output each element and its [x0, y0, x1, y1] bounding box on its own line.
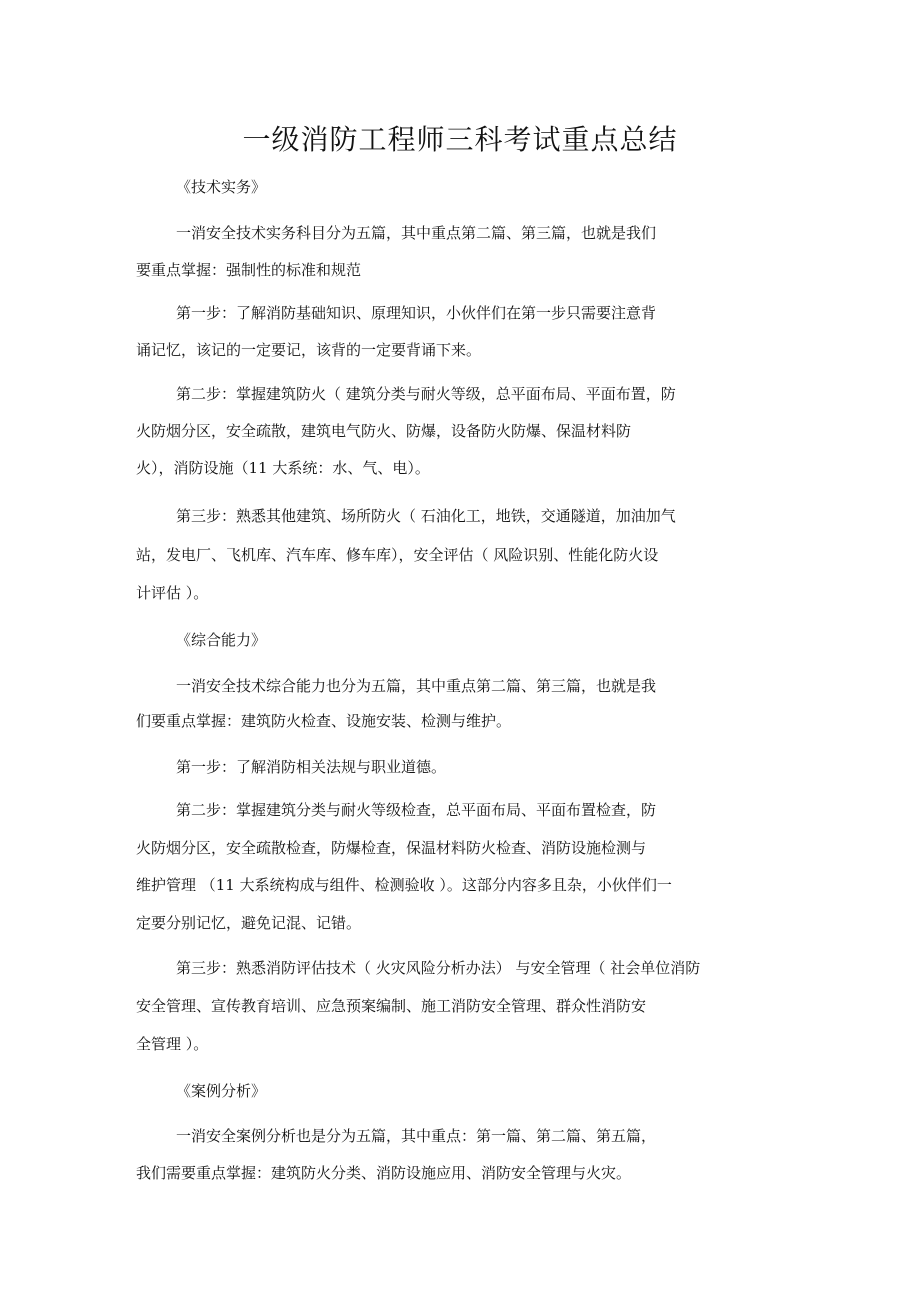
paragraph-line: 定要分别记忆，避免记混、记错。 [136, 914, 362, 932]
paragraph-line: 一消安全技术综合能力也分为五篇，其中重点第二篇、第三篇，也就是我 [176, 677, 657, 695]
paragraph-line: 火防烟分区，安全疏散检查，防爆检查，保温材料防火检查、消防设施检测与 [136, 839, 647, 857]
paragraph-line: 第一步：了解消防相关法规与职业道德。 [176, 758, 447, 776]
paragraph-line: 一消安全案例分析也是分为五篇，其中重点：第一篇、第二篇、第五篇， [176, 1127, 657, 1145]
section-heading-technical: 《技术实务》 [176, 178, 267, 196]
paragraph-line: 第三步：熟悉其他建筑、场所防火（ 石油化工，地铁，交通隧道，加油加气 [176, 507, 676, 525]
paragraph-line: 第一步：了解消防基础知识、原理知识，小伙伴们在第一步只需要注意背 [176, 304, 657, 322]
paragraph-line: 第二步：掌握建筑分类与耐火等级检查，总平面布局、平面布置检查，防 [176, 801, 657, 819]
paragraph-line: 们要重点掌握：建筑防火检查、设施安装、检测与维护。 [136, 712, 512, 730]
paragraph-line: 我们需要重点掌握：建筑防火分类、消防设施应用、消防安全管理与火灾。 [136, 1164, 632, 1182]
paragraph-line: 第二步：掌握建筑防火（ 建筑分类与耐火等级，总平面布局、平面布置，防 [176, 385, 676, 403]
paragraph-line: 诵记忆，该记的一定要记，该背的一定要背诵下来。 [136, 341, 482, 359]
document-title: 一级消防工程师三科考试重点总结 [242, 123, 678, 156]
section-heading-comprehensive: 《综合能力》 [176, 631, 267, 649]
paragraph-line: 计评估 ）。 [136, 584, 209, 602]
paragraph-line: 第三步：熟悉消防评估技术（ 火灾风险分析办法） 与安全管理（ 社会单位消防 [176, 959, 701, 977]
paragraph-line: 一消安全技术实务科目分为五篇，其中重点第二篇、第三篇，也就是我们 [176, 224, 657, 242]
paragraph-line: 站，发电厂、飞机库、汽车库、修车库），安全评估（ 风险识别、性能化防火设 [136, 546, 659, 564]
section-heading-case-analysis: 《案例分析》 [176, 1082, 267, 1100]
paragraph-line: 火防烟分区，安全疏散，建筑电气防火、防爆，设备防火防爆、保温材料防 [136, 422, 632, 440]
paragraph-line: 要重点掌握：强制性的标准和规范 [136, 261, 362, 279]
paragraph-line: 维护管理 （11 大系统构成与组件、检测验收 ）。这部分内容多且杂，小伙伴们一 [136, 876, 672, 894]
paragraph-line: 全管理 ）。 [136, 1035, 209, 1053]
paragraph-line: 火），消防设施（11 大系统：水、气、电）。 [136, 459, 430, 477]
paragraph-line: 安全管理、宣传教育培训、应急预案编制、施工消防安全管理、群众性消防安 [136, 997, 647, 1015]
